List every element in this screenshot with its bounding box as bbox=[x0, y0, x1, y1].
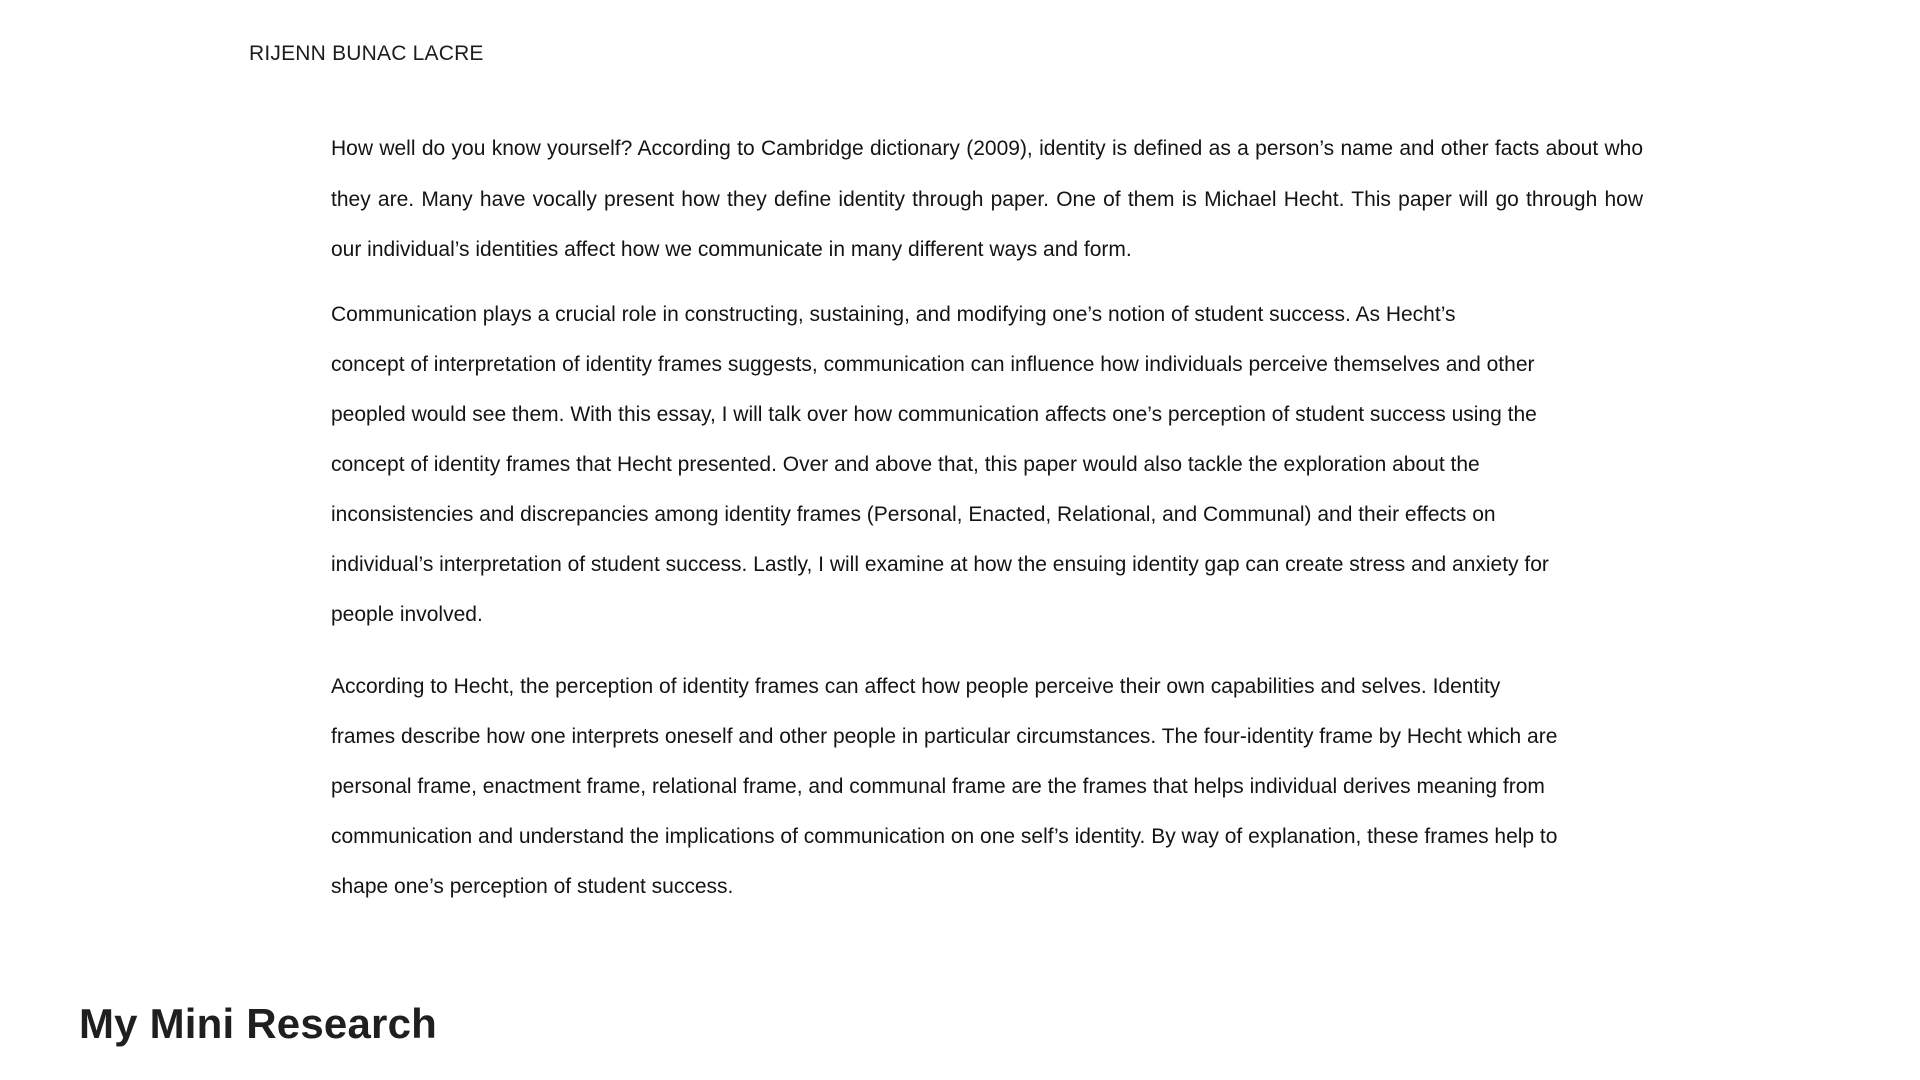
essay-paragraph-intro: How well do you know yourself? According to Cambridge dictionary (2009), identity is defined as a person’s name and other facts about who they are. Many have vocally present how they define identity through paper. One of them is Michael Hecht. This paper will go through how our individual’s identities affect how we communicate in many different ways and form. bbox=[331, 137, 1643, 261]
paragraph-line: peopled would see them. With this essay, I will talk over how communication affects one’s perception of student success using the bbox=[331, 402, 1537, 426]
paragraph-line: frames describe how one interprets oneself and other people in particular circumstances. The four-identity frame by Hecht which are bbox=[331, 724, 1558, 748]
paragraph-line: individual’s interpretation of student success. Lastly, I will examine at how the ensuing identity gap can create stress and anxiety for bbox=[331, 552, 1549, 576]
paragraph-line: Communication plays a crucial role in constructing, sustaining, and modifying one’s notion of student success. As Hecht’s bbox=[331, 302, 1456, 326]
paragraph-line: personal frame, enactment frame, relational frame, and communal frame are the frames that helps individual derives meaning from bbox=[331, 774, 1545, 798]
paragraph-line: concept of identity frames that Hecht presented. Over and above that, this paper would also tackle the exploration about the bbox=[331, 452, 1480, 476]
paragraph-line: inconsistencies and discrepancies among identity frames (Personal, Enacted, Relational, and Communal) and their effects on bbox=[331, 502, 1496, 526]
paragraph-line: shape one’s perception of student success. bbox=[331, 874, 734, 898]
paragraph-line: communication and understand the implications of communication on one self’s identity. By way of explanation, these frames help to bbox=[331, 824, 1558, 848]
essay-paragraph-identity-frames bbox=[331, 662, 1643, 912]
essay-paragraph-communication bbox=[331, 290, 1643, 640]
author-name: RIJENN BUNAC LACRE bbox=[249, 42, 484, 65]
paragraph-line: According to Hecht, the perception of identity frames can affect how people perceive their own capabilities and selves. Identity bbox=[331, 674, 1501, 698]
paragraph-line: people involved. bbox=[331, 602, 483, 626]
essay-body bbox=[331, 124, 1643, 912]
section-heading: My Mini Research bbox=[79, 1000, 437, 1047]
paragraph-line: concept of interpretation of identity frames suggests, communication can influence how individuals perceive themselves and other bbox=[331, 352, 1535, 376]
